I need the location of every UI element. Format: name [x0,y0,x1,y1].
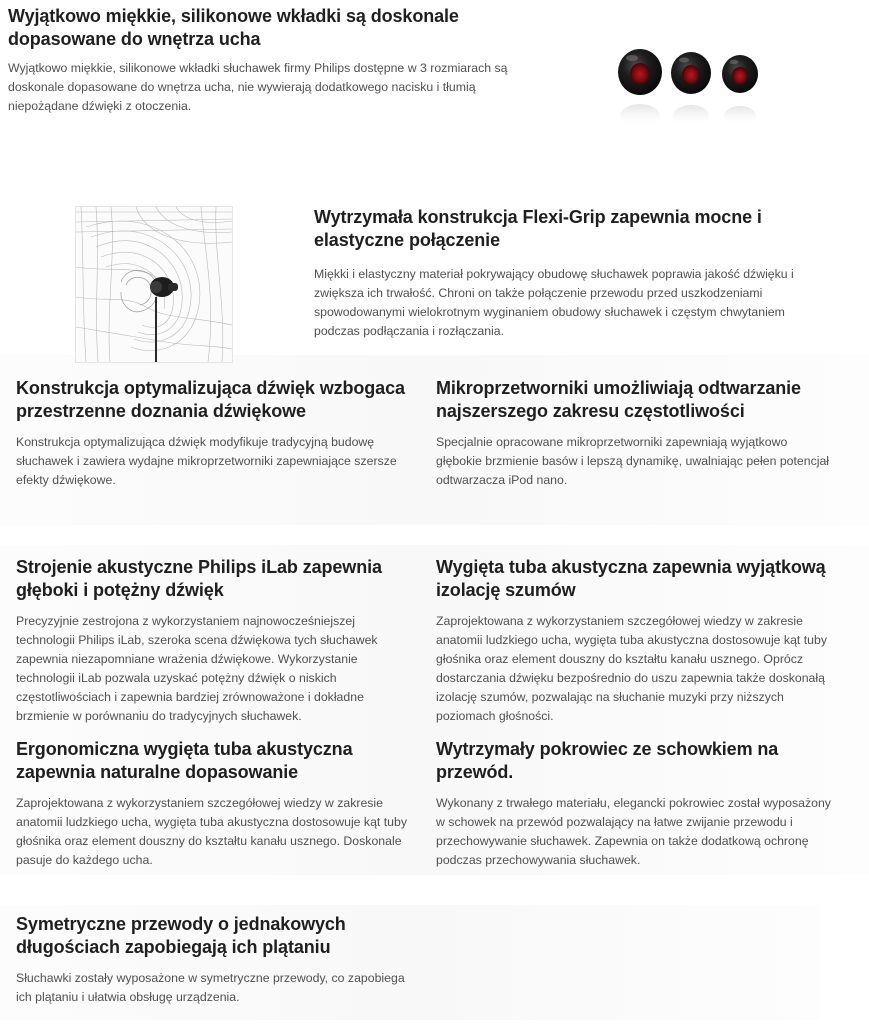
feature-description: Słuchawki zostały wyposażone w symetryczne przewody, co zapobiega ich plątaniu i ułatwia obsługę urządzenia. [16,971,405,1004]
feature-description: Zaprojektowana z wykorzystaniem szczegółowej wiedzy w zakresie anatomii ludzkiego ucha, wygięta tuba akustyczna dostosowuje kąt tuby głośnika oraz element douszny do kształtu kanału usznego. Doskonale pasuje do każdego ucha. [16,796,407,867]
feature-sound-optimizing [16,377,411,490]
feature-micro-drivers [436,377,831,490]
feature-description: Specjalnie opracowane mikroprzetworniki zapewniają wyjątkowo głębokie brzmienie basów i lepszą dynamikę, uwalniając pełen potencjał odtwarzacza iPod nano. [436,435,830,487]
feature-title: Konstrukcja optymalizująca dźwięk wzbogaca przestrzenne doznania dźwiękowe [16,378,405,421]
feature-symmetric-cables [16,913,411,1007]
feature-description: Konstrukcja optymalizująca dźwięk modyfikuje tradycyjną budowę słuchawek i zawiera wydajne mikroprzetworniki zapewniające szersze efekty dźwiękowe. [16,435,397,487]
feature-eartips [8,5,528,116]
feature-ergonomic-fit [16,738,411,870]
feature-angled-tube-isolation [436,556,831,726]
feature-title: Wyjątkowo miękkie, silikonowe wkładki są doskonale dopasowane do wnętrza ucha [8,6,459,49]
feature-title: Strojenie akustyczne Philips iLab zapewnia głęboki i potężny dźwięk [16,557,382,600]
ear-wireframe-icon [76,207,232,362]
feature-description: Wykonany z trwałego materiału, elegancki pokrowiec został wyposażony w schowek na przewód pozwalający na łatwe zwijanie przewodu i przechowywanie słuchawek. Zapewnia on także dodatkową ochronę podczas przechowywania słuchawek. [436,796,831,867]
feature-pouch [436,738,831,870]
feature-description: Precyzyjnie zestrojona z wykorzystaniem najnowocześniejszej technologii Philips iLab, szeroka scena dźwiękowa tych słuchawek zapewnia niezapomniane wrażenia dźwiękowe. Wykorzystanie technologii iLab pozwala uzyskać potężny dźwięk o niskich częstotliwościach i zapewnia bardziej zrównoważone i dokładne brzmienie w porównaniu do tradycyjnych słuchawek. [16,614,378,723]
feature-description: Zaprojektowana z wykorzystaniem szczegółowej wiedzy w zakresie anatomii ludzkiego ucha, wygięta tuba akustyczna dostosowuje kąt tuby głośnika oraz element douszny do kształtu kanału usznego. Oprócz dostarczania dźwięku bezpośrednio do uszu zapewnia także doskonałą izolację szumów, pozwalając na słuchanie muzyki przy niższych poziomach głośności. [436,614,827,723]
feature-title: Symetryczne przewody o jednakowych długościach zapobiegają ich plątaniu [16,914,346,957]
ear-wireframe-image [75,206,233,363]
feature-title: Ergonomiczna wygięta tuba akustyczna zapewnia naturalne dopasowanie [16,739,353,782]
eartips-image [612,42,772,134]
feature-description: Miękki i elastyczny materiał pokrywający obudowę słuchawek poprawia jakość dźwięku i zwiększa ich trwałość. Chroni on także połączenie przewodu przed uszkodzeniami spowodowanymi wielokrotnym wyginaniem obudowy słuchawek i częstym chwytaniem podczas podłączania i rozłączania. [314,267,794,338]
feature-title: Wytrzymały pokrowiec ze schowkiem na przewód. [436,739,779,782]
feature-description: Wyjątkowo miękkie, silikonowe wkładki słuchawek firmy Philips dostępne w 3 rozmiarach są doskonale dopasowane do wnętrza ucha, nie wywierają dodatkowego nacisku i tłumią niepożądane dźwięki z otoczenia. [8,61,508,113]
feature-flexi-grip [314,206,824,341]
feature-title: Mikroprzetworniki umożliwiają odtwarzanie najszerszego zakresu częstotliwości [436,378,801,421]
feature-ilab-tuning [16,556,411,726]
feature-title: Wygięta tuba akustyczna zapewnia wyjątkową izolację szumów [436,557,826,600]
feature-title: Wytrzymała konstrukcja Flexi-Grip zapewnia mocne i elastyczne połączenie [314,207,762,250]
